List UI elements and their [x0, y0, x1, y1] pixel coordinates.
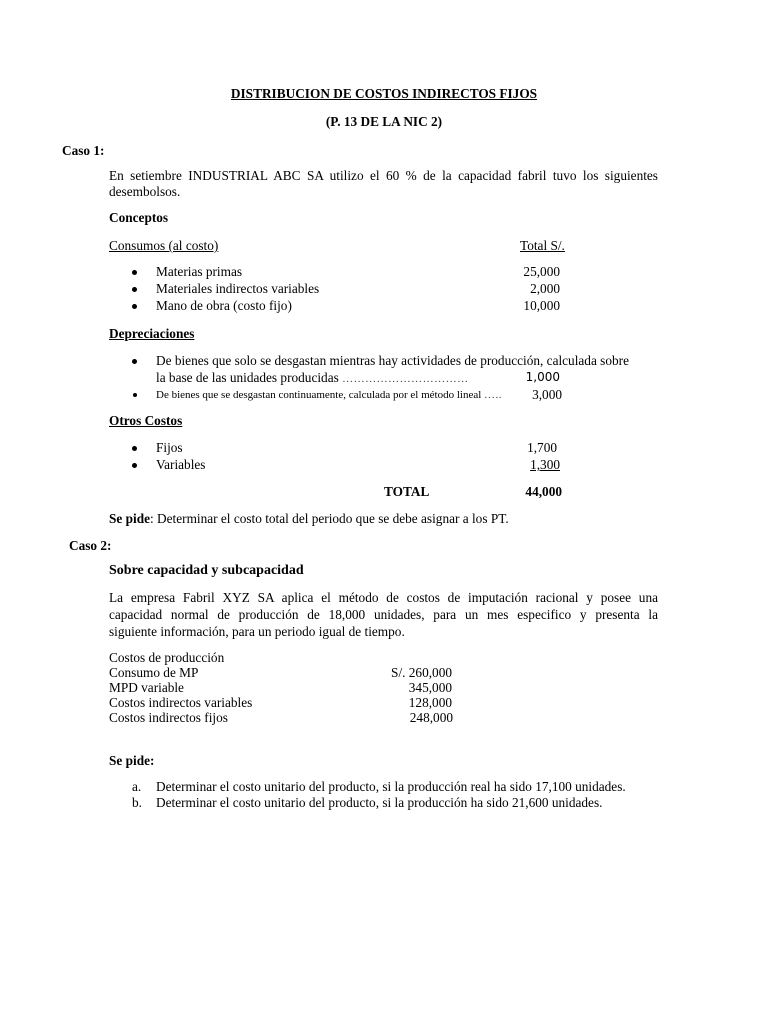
- question-text: Determinar el costo unitario del producto, si la producción ha sido 21,600 unidades.: [156, 795, 603, 810]
- case1-intro-line1: [109, 168, 658, 183]
- depreciaciones-heading: Depreciaciones: [109, 326, 195, 341]
- case2-label: Caso 2:: [69, 538, 112, 553]
- question-marker: a.: [132, 779, 142, 794]
- cost-label: Costos indirectos fijos: [109, 710, 228, 725]
- consumo-label: Materias primas: [156, 264, 243, 279]
- consumo-value: 25,000: [523, 264, 560, 279]
- bullet-icon: [132, 359, 137, 364]
- case2-se-pide-label: Se pide:: [109, 753, 155, 768]
- total-value: 44,000: [525, 484, 562, 499]
- cost-label: MPD variable: [109, 680, 184, 695]
- consumo-value: 10,000: [523, 298, 560, 313]
- concepts-heading: Conceptos: [109, 210, 169, 225]
- dep2-leader-dots: …..: [484, 389, 503, 401]
- consumo-label: Mano de obra (costo fijo): [156, 298, 292, 313]
- se-pide-label: Se pide: [109, 511, 151, 526]
- bullet-icon: [132, 463, 137, 468]
- otros-costos-heading: Otros Costos: [109, 413, 183, 428]
- cost-value: 345,000: [408, 680, 452, 695]
- case2-para-line2-text: capacidad normal de producción de 18,000 unidades, para un mes especifico y presenta la: [109, 607, 658, 622]
- dep1-line1: De bienes que solo se desgastan mientras hay actividades de producción, calculada sobre: [156, 353, 629, 368]
- case2-para-line1: [109, 590, 658, 605]
- dep2-line: [156, 388, 502, 403]
- otros-label: Variables: [156, 457, 206, 472]
- dep1-value: 1,000: [525, 370, 560, 384]
- cost-value: 128,000: [408, 695, 452, 710]
- document-title: DISTRIBUCION DE COSTOS INDIRECTOS FIJOS: [230, 86, 538, 101]
- bullet-icon: [133, 393, 137, 397]
- otros-label: Fijos: [156, 440, 183, 455]
- dep2-label: De bienes que se desgastan continuamente, calculada por el método lineal: [156, 389, 482, 401]
- cost-label: Consumo de MP: [109, 665, 199, 680]
- bullet-icon: [132, 446, 137, 451]
- total-column-heading: Total S/.: [520, 238, 565, 253]
- case2-para-line2: [109, 607, 658, 622]
- dep1-line2: [156, 370, 469, 387]
- consumos-heading: Consumos (al costo): [109, 238, 219, 253]
- case2-para-line1-text: La empresa Fabril XYZ SA aplica el método de costos de imputación racional y posee una: [109, 590, 658, 605]
- dep1-leader-dots: ……………………………: [342, 373, 469, 385]
- dep1-label: la base de las unidades producidas: [156, 370, 339, 385]
- case1-intro-line2: desembolsos.: [109, 184, 181, 199]
- costs-heading: Costos de producción: [109, 650, 225, 665]
- question-marker: b.: [132, 795, 142, 810]
- total-label: TOTAL: [384, 484, 430, 499]
- question-text: Determinar el costo unitario del producto, si la producción real ha sido 17,100 unidades.: [156, 779, 626, 794]
- otros-value: 1,300: [530, 457, 560, 472]
- dep2-value: 3,000: [532, 387, 562, 402]
- bullet-icon: [132, 270, 137, 275]
- case1-intro-line1-text: En setiembre INDUSTRIAL ABC SA utilizo el 60 % de la capacidad fabril tuvo los siguientes: [109, 168, 658, 183]
- case2-para-line3: siguiente información, para un periodo igual de tiempo.: [109, 624, 405, 639]
- consumo-label: Materiales indirectos variables: [156, 281, 320, 296]
- document-subtitle: (P. 13 DE LA NIC 2): [325, 114, 443, 129]
- case1-se-pide: [109, 511, 509, 526]
- case2-heading: Sobre capacidad y subcapacidad: [109, 563, 304, 578]
- case1-label: Caso 1:: [62, 143, 105, 158]
- otros-value: 1,700: [527, 440, 557, 455]
- cost-label: Costos indirectos variables: [109, 695, 253, 710]
- cost-value: 248,000: [409, 710, 453, 725]
- bullet-icon: [132, 287, 137, 292]
- bullet-icon: [132, 304, 137, 309]
- consumo-value: 2,000: [530, 281, 560, 296]
- se-pide-text: : Determinar el costo total del periodo que se debe asignar a los PT.: [150, 511, 509, 526]
- cost-value: S/. 260,000: [391, 665, 452, 680]
